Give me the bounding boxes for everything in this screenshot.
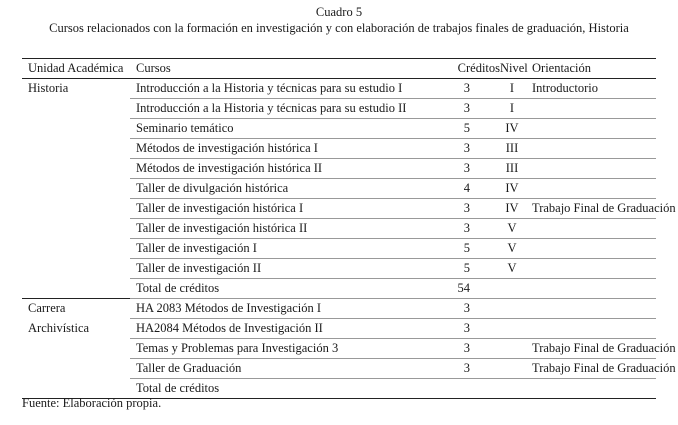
table-row [22, 319, 656, 339]
header-credits: Créditos [420, 59, 500, 79]
orientation-cell [524, 99, 656, 119]
table-row [22, 99, 656, 119]
level-cell [500, 379, 524, 399]
credits-cell: 3 [420, 159, 500, 179]
header-row [22, 59, 656, 79]
table-row [22, 239, 656, 259]
course-cell: Introducción a la Historia y técnicas para su estudio II [130, 99, 420, 119]
level-cell: V [500, 219, 524, 239]
credits-cell: 5 [420, 239, 500, 259]
orientation-cell: Trabajo Final de Graduación [524, 339, 656, 359]
header-level: Nivel [500, 59, 524, 79]
header-courses: Cursos [130, 59, 420, 79]
credits-cell: 5 [420, 119, 500, 139]
orientation-cell [524, 179, 656, 199]
table-row [22, 79, 656, 99]
credits-cell: 5 [420, 259, 500, 279]
table-row [22, 179, 656, 199]
course-cell: Taller de investigación I [130, 239, 420, 259]
table-row [22, 139, 656, 159]
level-cell: I [500, 79, 524, 99]
orientation-cell [524, 239, 656, 259]
header-unit: Unidad Académica [22, 59, 130, 79]
orientation-cell [524, 379, 656, 399]
orientation-cell [524, 119, 656, 139]
credits-cell: 3 [420, 139, 500, 159]
table-row [22, 199, 656, 219]
orientation-cell [524, 319, 656, 339]
credits-cell: 3 [420, 199, 500, 219]
table-row [22, 219, 656, 239]
credits-cell: 3 [420, 79, 500, 99]
orientation-cell [524, 279, 656, 299]
table-row [22, 339, 656, 359]
credits-cell: 3 [420, 319, 500, 339]
level-cell: III [500, 139, 524, 159]
table-row [22, 119, 656, 139]
total-credits [420, 379, 500, 399]
level-cell: IV [500, 199, 524, 219]
course-cell: Taller de investigación histórica I [130, 199, 420, 219]
level-cell: III [500, 159, 524, 179]
header-orientation: Orientación [524, 59, 656, 79]
credits-cell: 3 [420, 299, 500, 319]
orientation-cell: Introductorio [524, 79, 656, 99]
table-row [22, 299, 656, 319]
credits-cell: 3 [420, 339, 500, 359]
level-cell [500, 319, 524, 339]
course-cell: Taller de investigación histórica II [130, 219, 420, 239]
credits-cell: 4 [420, 179, 500, 199]
course-cell: Taller de investigación II [130, 259, 420, 279]
level-cell [500, 359, 524, 379]
course-cell: Introducción a la Historia y técnicas para su estudio I [130, 79, 420, 99]
course-cell: HA2084 Métodos de Investigación II [130, 319, 420, 339]
credits-cell: 3 [420, 359, 500, 379]
course-cell: Métodos de investigación histórica II [130, 159, 420, 179]
course-cell: Taller de divulgación histórica [130, 179, 420, 199]
table-row [22, 259, 656, 279]
course-cell: HA 2083 Métodos de Investigación I [130, 299, 420, 319]
level-cell [500, 279, 524, 299]
course-cell: Temas y Problemas para Investigación 3 [130, 339, 420, 359]
orientation-cell [524, 139, 656, 159]
table-row [22, 159, 656, 179]
unit-cell-historia: Historia [28, 81, 69, 95]
table-caption-number: Cuadro 5 [315, 5, 363, 19]
total-label: Total de créditos [130, 279, 420, 299]
table-caption-title: Cursos relacionados con la formación en investigación y con elaboración de trabajos finales de graduación, Historia [49, 21, 629, 35]
level-cell [500, 299, 524, 319]
course-cell: Métodos de investigación histórica I [130, 139, 420, 159]
credits-cell: 3 [420, 99, 500, 119]
orientation-cell [524, 259, 656, 279]
level-cell: I [500, 99, 524, 119]
level-cell: IV [500, 179, 524, 199]
level-cell: V [500, 259, 524, 279]
course-cell: Taller de Graduación [130, 359, 420, 379]
table-row [22, 359, 656, 379]
source-note: Fuente: Elaboración propia. [22, 396, 162, 410]
orientation-cell: Trabajo Final de Graduación [524, 199, 656, 219]
total-label: Total de créditos [130, 379, 420, 399]
orientation-cell [524, 159, 656, 179]
level-cell: V [500, 239, 524, 259]
credits-cell: 3 [420, 219, 500, 239]
course-cell: Seminario temático [130, 119, 420, 139]
unit-cell-archivistica-line1: Carrera [22, 299, 130, 319]
level-cell: IV [500, 119, 524, 139]
unit-cell-archivistica-line2: Archivística [28, 320, 90, 335]
total-row [22, 279, 656, 299]
orientation-cell [524, 299, 656, 319]
level-cell [500, 339, 524, 359]
orientation-cell [524, 219, 656, 239]
orientation-cell: Trabajo Final de Graduación [524, 359, 656, 379]
courses-table [22, 58, 676, 399]
total-credits: 54 [420, 279, 500, 299]
